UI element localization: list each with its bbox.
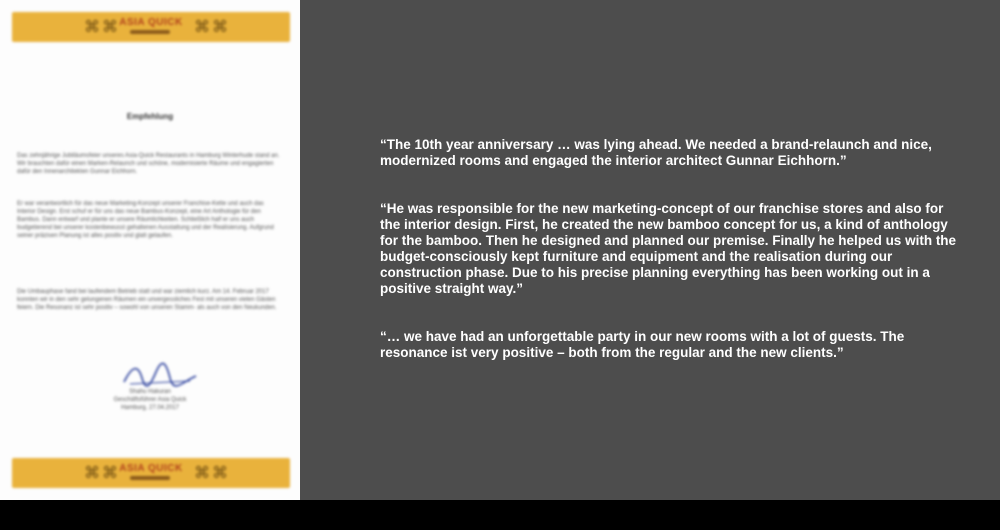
logo-underline bbox=[130, 476, 170, 480]
letter-content bbox=[0, 0, 300, 500]
bamboo-icon: ⌘ bbox=[194, 463, 210, 482]
bamboo-icon: ⌘ bbox=[84, 463, 100, 482]
letter-header-banner bbox=[12, 12, 290, 42]
bamboo-icon: ⌘ bbox=[194, 17, 210, 36]
bamboo-icon: ⌘ bbox=[102, 17, 118, 36]
letter-title: Empfehlung bbox=[126, 112, 174, 121]
signer-role: Geschäftsführer Asia Quick bbox=[113, 397, 187, 403]
letter-footer-banner bbox=[12, 458, 290, 488]
bamboo-icon: ⌘ bbox=[84, 17, 100, 36]
bamboo-icon: ⌘ bbox=[212, 463, 228, 482]
letter-paragraph: Das zehnjährige Jubiläumsfeier unseres Asia-Quick Restaurants in Hamburg Winterhude stand an. Wir brauchten dafür einen Marken-Relaunch und schöne, modernisierte Räume und engagierten dafür den Innenarchitekten Gunnar Eichhorn. bbox=[17, 153, 280, 175]
testimonial-quotes bbox=[380, 137, 960, 393]
bamboo-icon: ⌘ bbox=[212, 17, 228, 36]
place-date: Hamburg, 27.04.2017 bbox=[120, 405, 180, 411]
quote-anniversary: “The 10th year anniversary … was lying ahead. We needed a brand-relaunch and nice, modernized rooms and engaged the interior architect Gunnar Eichhorn.” bbox=[380, 137, 932, 168]
signature-block bbox=[60, 388, 240, 412]
letter-paragraph: Die Umbauphase fand bei laufendem Betrieb statt und war ziemlich kurz. Am 14. Februar 2017 konnten wir in den sehr gelungenen Räumen ein unvergessliches Fest mit unseren vielen Gästen feiern. Die Resonanz ist sehr positiv – sowohl von unseren Stamm- als auch von den Neukunden. bbox=[17, 289, 277, 311]
letter-paragraph: Er war verantwortlich für das neue Marketing-Konzept unserer Franchise-Kette und auch das Interior Design. Erst schuf er für uns das neue Bambus-Konzept, eine Art Anthologie für den Bambus. Dann entwarf und plante er unsere Räumlichkeiten. Schließlich half er uns auch budgetierend bei unserer kostenbewusst gehaltenen Ausstattung und der Realisierung. Aufgrund seiner präzisen Planung ist alles positiv und glatt gelaufen. bbox=[17, 201, 274, 239]
brand-logo: ASIA QUICK bbox=[119, 463, 183, 474]
logo-underline bbox=[130, 30, 170, 34]
quote-marketing-concept: “He was responsible for the new marketing-concept of our franchise stores and also for the interior design. First, he created the new bamboo concept for us, a kind of anthology for the bamboo. Then he designed and planned our premise. Finally he helped us with the budget-consciously kept furniture and equipment and the realisation during our construction phase. Due to his precise planning everything has been working out in a positive straight way.” bbox=[380, 201, 957, 296]
quote-party: “… we have had an unforgettable party in our new rooms with a lot of guests. The resonance ist very positive – both from the regular and the new clients.” bbox=[380, 329, 905, 360]
signature-icon bbox=[120, 360, 200, 388]
bamboo-icon: ⌘ bbox=[102, 463, 118, 482]
brand-logo: ASIA QUICK bbox=[119, 17, 183, 28]
recommendation-letter-image bbox=[0, 0, 300, 500]
signer-name: Shahu Hakuran bbox=[129, 389, 171, 395]
